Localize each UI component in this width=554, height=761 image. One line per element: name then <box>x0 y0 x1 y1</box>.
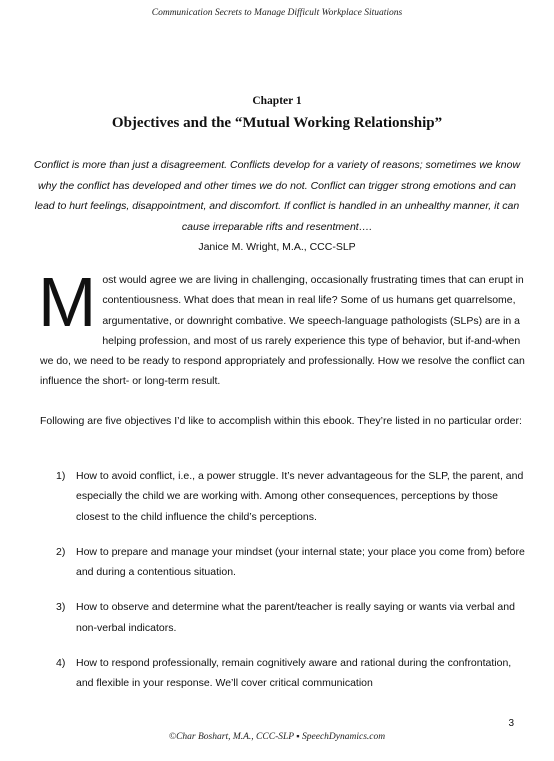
list-item <box>56 542 526 583</box>
epigraph-quote: Conflict is more than just a disagreement. Conflicts develop for a variety of reasons; sometimes we know why the conflict has developed and other times we do not. Conflict can trigger strong emotions and can lead to hurt feelings, disappointment, and discomfort. If conflict is handled in an unhealthy manner, it can cause irreparable rifts and resentment…. <box>33 159 521 233</box>
list-item-text: How to respond professionally, remain cognitively aware and rational during the confrontation, and flexible in your response. We’ll cover critical communication <box>76 657 512 690</box>
objectives-intro-paragraph: Following are five objectives I’d like to accomplish within this ebook. They’re listed in no particular order: <box>40 415 522 427</box>
running-footer: ©Char Boshart, M.A., CCC-SLP ▪ SpeechDynamics.com <box>168 732 386 742</box>
list-item-text: How to prepare and manage your mindset (your internal state; your place you come from) before and during a contentious situation. <box>76 545 525 579</box>
list-item <box>56 466 526 527</box>
objectives-list <box>56 466 526 709</box>
list-item-number: 4) <box>56 657 66 670</box>
list-item-number: 2) <box>56 545 66 558</box>
list-item-text: How to observe and determine what the parent/teacher is really saying or wants via verbal and non-verbal indicators. <box>76 601 515 634</box>
intro-paragraph <box>38 263 530 392</box>
intro-paragraph-text: ost would agree we are living in challenging, occasionally frustrating times that can erupt in contentiousness. What does that mean in real life? Some of us humans get quarrelsome, argumentative, or downright combative. We speech-language pathologists (SLPs) are in a helping profession, and most of us rarely experience this type of behavior, but if-and-when we do, we need to be ready to respond appropriately and professionally. How we resolve the conflict can influence the short- or long-term result. <box>40 274 525 388</box>
chapter-label: Chapter 1 <box>252 95 302 107</box>
page-number: 3 <box>508 718 514 729</box>
running-header: Communication Secrets to Manage Difficult Workplace Situations <box>151 8 403 18</box>
drop-cap: M <box>38 263 97 341</box>
list-item-number: 1) <box>56 470 66 482</box>
list-item-number: 3) <box>56 601 66 614</box>
epigraph <box>28 155 526 258</box>
epigraph-attribution: Janice M. Wright, M.A., CCC-SLP <box>198 241 356 253</box>
chapter-title: Objectives and the “Mutual Working Relationship” <box>111 115 443 131</box>
list-item <box>56 653 526 694</box>
list-item-text: How to avoid conflict, i.e., a power struggle. It’s never advantageous for the SLP, the parent, and especially the child we are working with. Among other consequences, perceptions by those closest to the child influence the child’s perceptions. <box>76 470 524 523</box>
list-item <box>56 597 526 638</box>
